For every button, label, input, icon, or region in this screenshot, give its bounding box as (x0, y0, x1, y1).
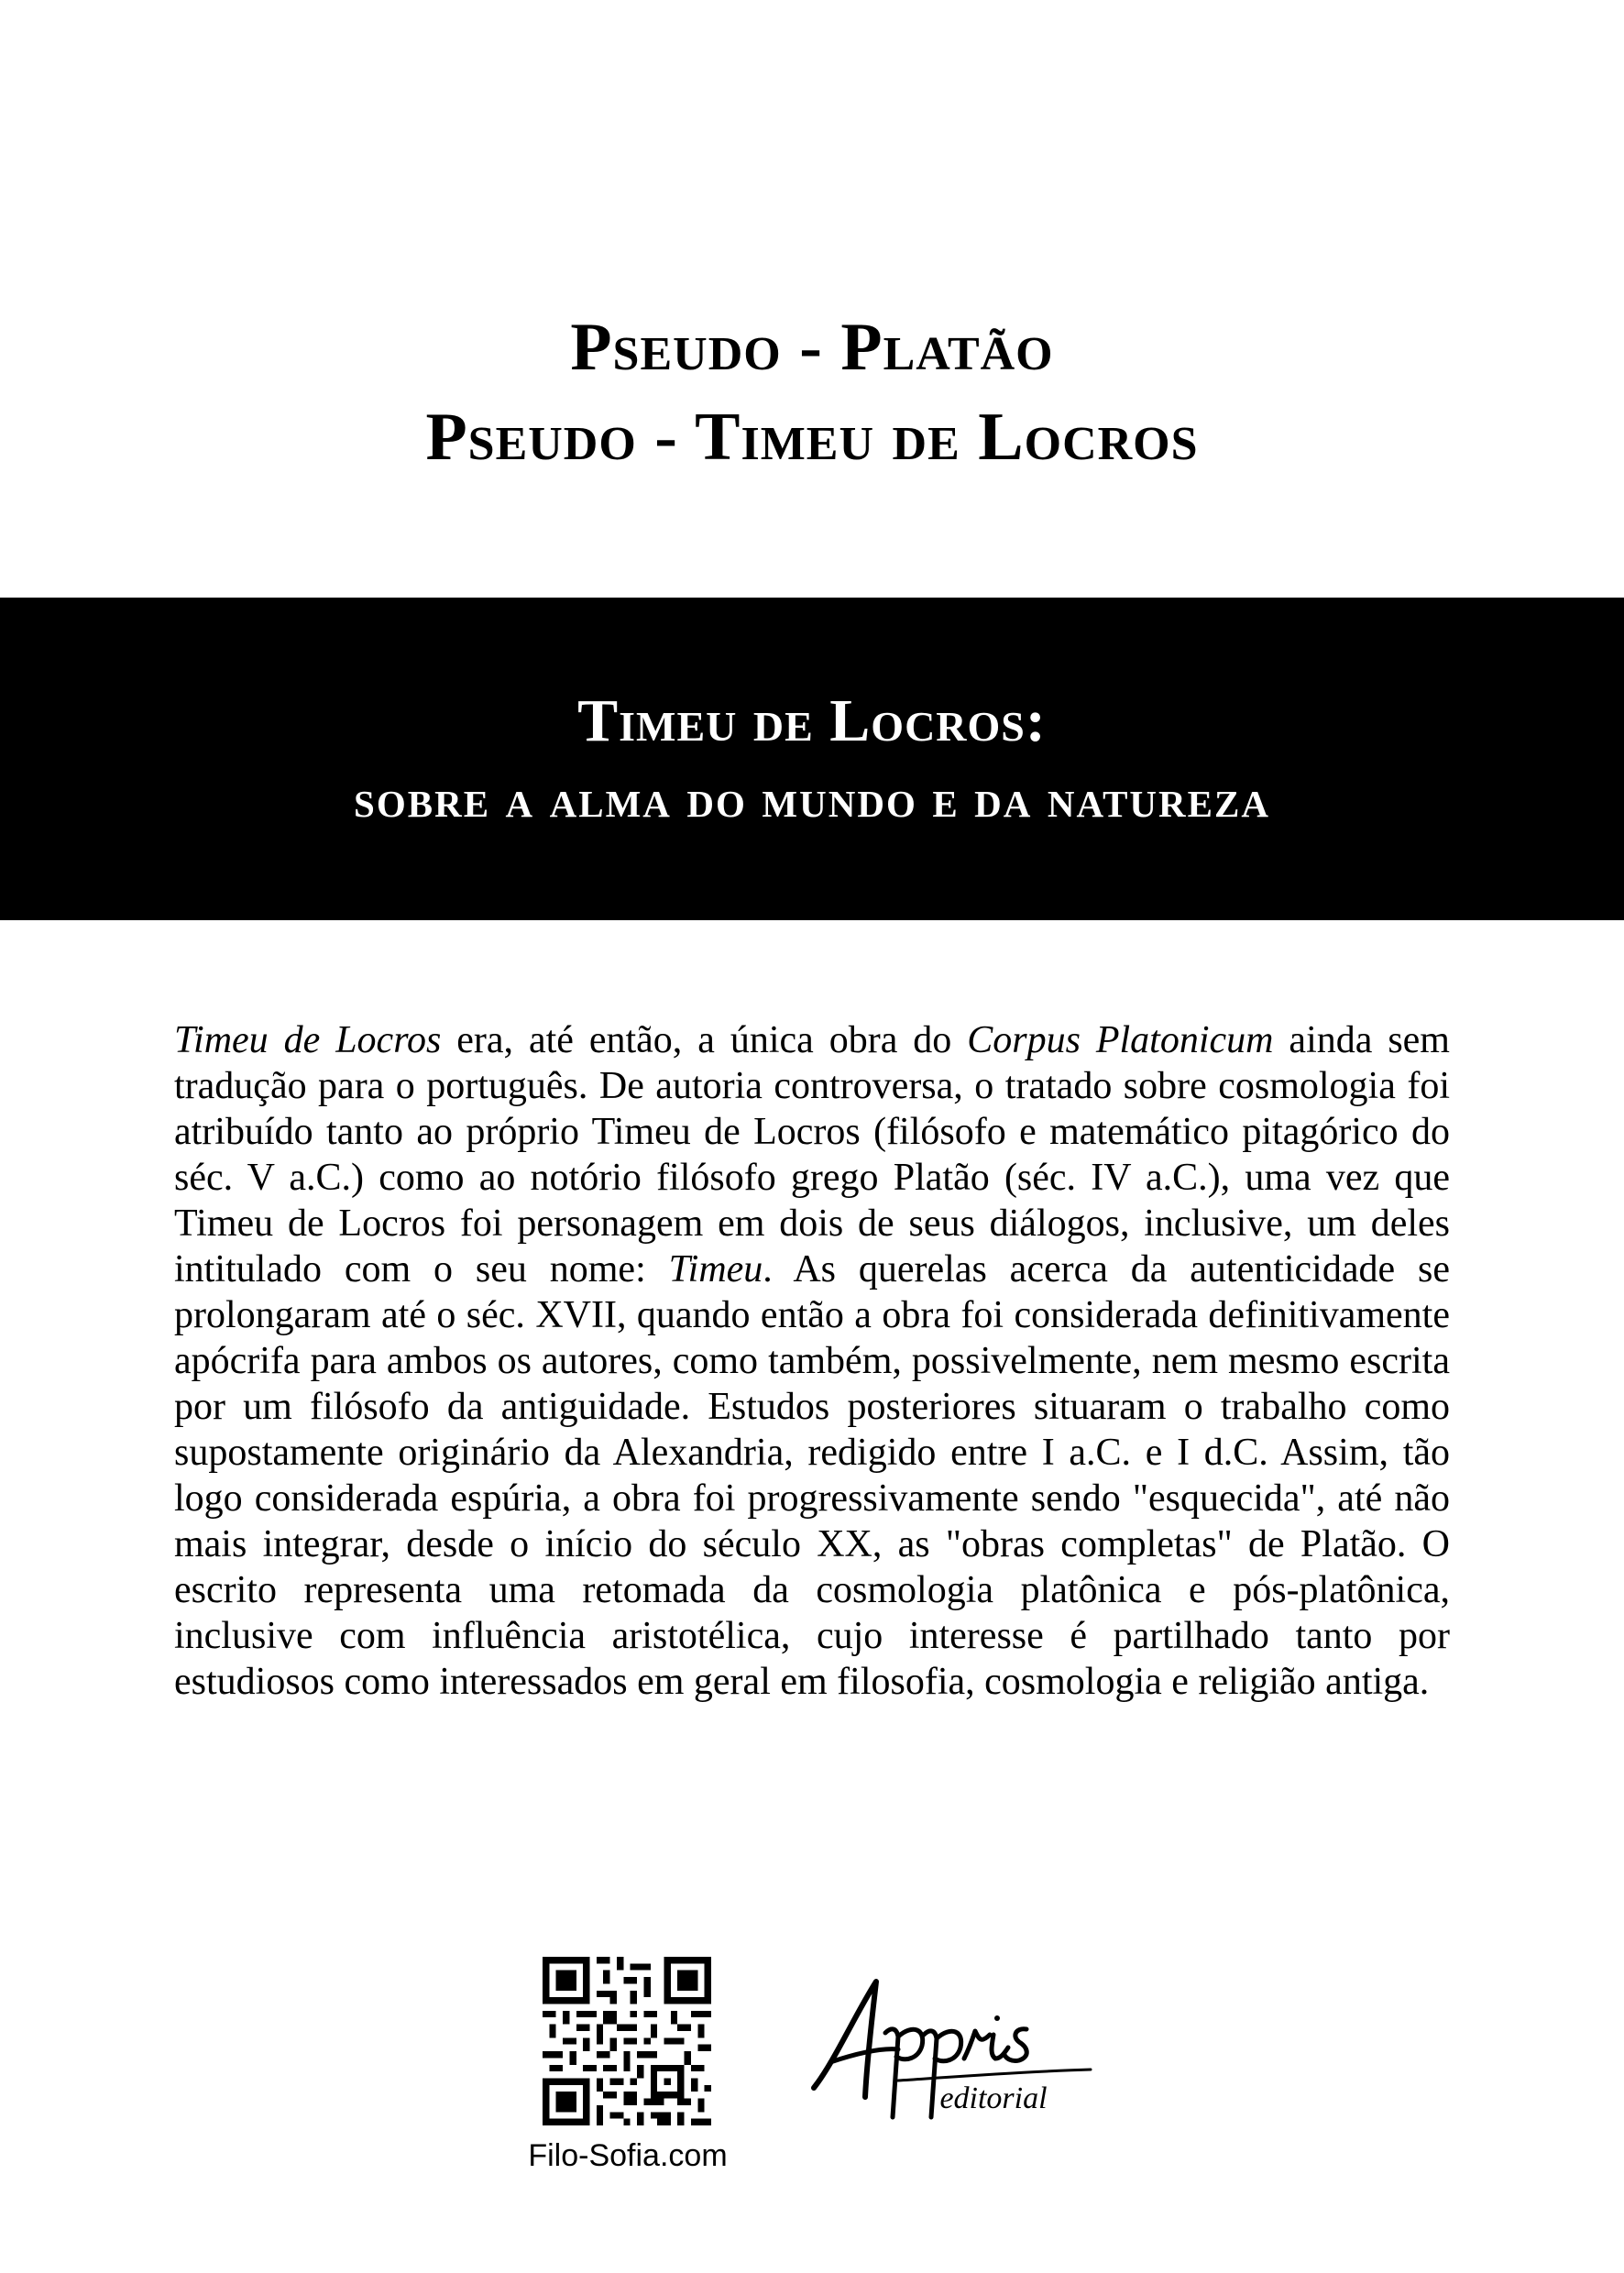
title-band (0, 598, 1624, 920)
blurb-segment: Corpus Platonicum (967, 1019, 1274, 1061)
qr-code[interactable] (543, 1957, 711, 2125)
website-label[interactable]: Filo-Sofia.com (528, 2138, 728, 2173)
author-line-1: Pseudo - Platão (570, 310, 1054, 385)
publisher-logo (797, 1971, 1109, 2136)
author-line-2: Pseudo - Timeu de Locros (425, 400, 1199, 475)
back-cover-blurb (174, 1017, 1450, 1705)
author-attribution (0, 302, 1624, 482)
book-title: Timeu de Locros: (577, 687, 1047, 754)
book-subtitle: sobre a alma do mundo e da natureza (354, 769, 1270, 829)
blurb-segment: Timeu (668, 1248, 763, 1290)
svg-text:editorial: editorial (939, 2081, 1048, 2115)
qr-code-icon (543, 1957, 711, 2125)
blurb-segment: . As querelas acerca da autenticidade se prolongaram até o séc. XVII, quando então a obra foi considerada definitivamente apócrifa para ambos os autores, como também, possivelmente, nem mesmo escrita por um filósofo da antiguidade. Estudos posteriores situaram o trabalho como supostamente originário da Alexandria, redigido entre I a.C. e I d.C. Assim, tão logo considerada espúria, a obra foi progressivamente sendo "esquecida", até não mais integrar, desde o início do século XX, as "obras completas" de Platão. O escrito representa uma retomada da cosmologia platônica e pós-platônica, inclusive com influência aristotélica, cujo interesse é partilhado tanto por estudiosos como interessados em geral em filosofia, cosmologia e religião antiga. (174, 1248, 1450, 1703)
blurb-segment: Timeu de Locros (174, 1019, 442, 1061)
blurb-segment: era, até então, a única obra do (441, 1019, 968, 1061)
blurb-segment: ainda sem tradução para o português. De autoria controversa, o tratado sobre cosmologia foi atribuído tanto ao próprio Timeu de Locros (filósofo e matemático pitagórico do séc. V a.C.) como ao notório filósofo grego Platão (séc. IV a.C.), uma vez que Timeu de Locros foi personagem em dois de seus diálogos, inclusive, um deles intitulado com o seu nome: (174, 1019, 1450, 1290)
